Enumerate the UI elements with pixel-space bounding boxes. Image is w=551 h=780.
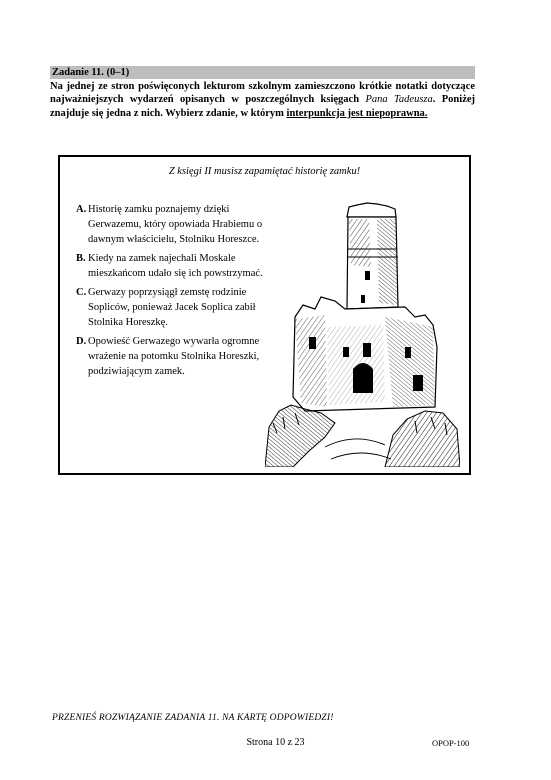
option-d[interactable] <box>76 334 266 379</box>
option-letter: B. <box>76 253 86 264</box>
task-instruction <box>50 80 475 120</box>
page-number: Strona 10 z 23 <box>246 737 305 748</box>
answer-options <box>76 202 266 383</box>
task-header: Zadanie 11. (0–1) <box>50 66 475 79</box>
option-text: Historię zamku poznajemy dzięki Gerwazemu, który opowiada Hrabiemu o dawnym właścicielu, Stolniku Horeszce. <box>88 204 263 245</box>
castle-illustration <box>265 197 460 467</box>
option-text: Kiedy na zamek najechali Moskale mieszkańcom udało się ich powstrzymać. <box>88 253 263 279</box>
instruction-underlined: interpunkcja jest niepoprawna <box>286 107 425 119</box>
option-text: Opowieść Gerwazego wywarła ogromne wrażenie na potomku Stolnika Horeszki, podziwiającym zamek. <box>88 336 260 377</box>
note-title: Z księgi II musisz zapamiętać historię zamku! <box>168 166 361 177</box>
instruction-text-1: Na jednej ze stron poświęconych lekturom szkolnym zamieszczono krótkie notatki dotyczące najważniejszych wydarzeń opisanych w poszczególnych księgach <box>50 81 475 106</box>
option-text: Gerwazy poprzysiągł zemstę rodzinie Sopliców, ponieważ Jacek Soplica zabił Stolnika Horeszkę. <box>88 287 256 328</box>
option-letter: A. <box>76 204 87 215</box>
instruction-end: . <box>424 107 428 119</box>
instruction-book-title: Pana Tadeusza <box>365 94 433 106</box>
option-c[interactable] <box>76 285 266 330</box>
transfer-note: PRZENIEŚ ROZWIĄZANIE ZADANIA 11. NA KARTĘ ODPOWIEDZI! <box>52 713 334 723</box>
option-letter: D. <box>76 336 87 347</box>
note-box <box>58 155 471 475</box>
option-letter: C. <box>76 287 87 298</box>
exam-code: OPOP-100 <box>432 738 470 748</box>
option-b[interactable] <box>76 251 266 281</box>
instruction-text-2: . Poniżej znajduje się jedna z nich. Wybierz zdanie, w którym <box>50 94 476 119</box>
option-a[interactable] <box>76 202 266 247</box>
